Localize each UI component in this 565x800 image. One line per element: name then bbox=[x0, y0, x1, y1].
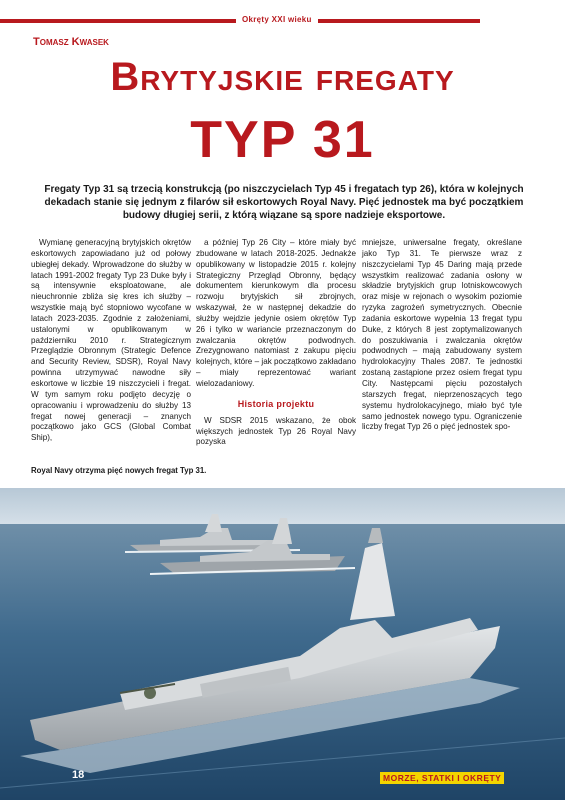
text-column-1 bbox=[31, 238, 191, 444]
magazine-title: MORZE, STATKI I OKRĘTY bbox=[380, 772, 504, 784]
text-column-2 bbox=[196, 238, 356, 448]
photo-caption: Royal Navy otrzyma pięć nowych fregat Typ 31. bbox=[31, 466, 207, 475]
article-title-line2: TYP 31 bbox=[190, 111, 375, 169]
page-number: 18 bbox=[72, 769, 85, 781]
subheading-history: Historia projektu bbox=[237, 398, 315, 409]
column-2-text: a później Typ 26 City – które miały być zbudowane w latach 2018-2025. Jednakże opublikowany w listopadzie 2015 r. kolejny Strategiczny Przegląd Obronny, będący dokumentem kierunkowym dla procesu rozwoju brytyjskich sił zbrojnych, wskazywał, że w następnej dekadzie do służby wejdzie jedynie osiem okrętów Typ 26 i tylko w wariancie przeznaczonym do zwalczania okrętów podwodnych. Zrezygnowano natomiast z zakupu pięciu kolejnych, które – jak początkowo zakładano – miały reprezentować wariant wielozadaniowy. bbox=[196, 238, 356, 388]
section-label: Okręty XXI wieku bbox=[236, 15, 318, 24]
article-title-line1: Brytyjskie fregaty bbox=[110, 55, 455, 99]
text-column-3 bbox=[362, 238, 522, 433]
column-2-text-after: W SDSR 2015 wskazano, że obok większych jednostek Typ 26 Royal Navy pozyska bbox=[196, 415, 356, 447]
author-name: Tomasz Kwasek bbox=[33, 36, 109, 48]
column-3-text: mniejsze, uniwersalne fregaty, określane jako Typ 31. Te pierwsze wraz z niszczycielami Typ 45 Daring mają przede wszystkim realizować zadania osłony w składzie brytyjskich grup lotniskowcowych oraz misje w rejonach o wysokim poziomie ryzyka zagrożeń symetrycznych. Obecnie zadania eskortowe wypełnia 13 fregat typu Duke, z których 8 jest zoptymalizowanych do poszukiwania i zwalczania okrętów podwodnych – mają zabudowany system hydrolokacyjny Thales 2087. Te jednostki zostaną zastąpione przez osiem fregat typu City. Następcami pięciu pozostałych starszych fregat, nieprzenoszących tego systemu hydrolokacyjnego, miało być tyle samo jednostek nowego typu. Ograniczenie liczby fregat Typ 26 o pięć jednostek spo- bbox=[362, 238, 522, 432]
frigates-photo bbox=[0, 488, 565, 800]
article-lead: Fregaty Typ 31 są trzecią konstrukcją (po niszczycielach Typ 45 i fregatach typ 26), która w kolejnych dekadach stanie się jednym z filarów sił eskortowych Royal Navy. Pięć jednostek ma być początkiem budowy długiej serii, z którą wiązane są spore nadzieje eksportowe. bbox=[44, 184, 524, 221]
header-bar bbox=[0, 0, 565, 27]
column-1-text: Wymianę generacyjną brytyjskich okrętów eskortowych zapowiadano już od połowy ubiegłej dekady. Wprowadzone do służby w latach 1991-2002 fregaty Typ 23 Duke były i są intensywnie eksploatowane, ale nieuchronnie zbliża się kres ich służby – wszystkie mają być stopniowo wycofane w latach 2023-2035. Zgodnie z założeniami, ustalonymi w opublikowanym w październiku 2010 r. Strategicznym Przeglądzie Obronnym (Strategic Defence and Security Review, SDSR), Royal Navy powinna utrzymywać nawodne siły eskortowe w liczbie 19 niszczycieli i fregat. W tym samym roku podjęto decyzję o opracowaniu i wprowadzeniu do służby 13 fregat nowej generacji – znanych początkowo jako GCS (Global Combat Ship), bbox=[31, 238, 191, 443]
